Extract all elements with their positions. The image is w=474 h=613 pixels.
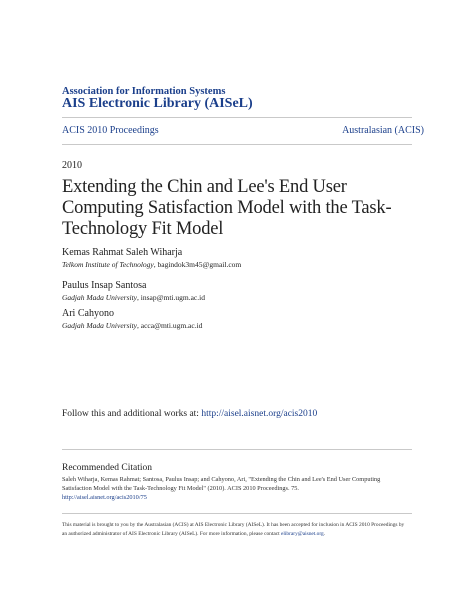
recommended-citation-heading: Recommended Citation: [62, 463, 152, 473]
citation-url-link[interactable]: http://aisel.aisnet.org/acis2010/75: [62, 493, 147, 501]
separator: ,: [137, 293, 141, 302]
paper-title: Extending the Chin and Lee's End User Computing Satisfaction Model with the Task-Technology Fit Model: [62, 177, 392, 239]
author-affiliation: [62, 260, 241, 269]
separator: ,: [153, 260, 158, 269]
divider-bottom: [62, 144, 412, 145]
author-name: Paulus Insap Santosa: [62, 280, 147, 291]
collection-link[interactable]: Australasian (ACIS): [342, 125, 424, 136]
citation-text: Saleh Wiharja, Kemas Rahmat; Santosa, Paulus Insap; and Cahyono, Ari, "Extending the Chin and Lee's End User Computing Satisfaction Model with the Task-Technology Fit Model" (2010). ACIS 2010 Proceedings. 75.: [62, 476, 381, 492]
repository-note: [62, 521, 407, 538]
author-email[interactable]: bagindok3m45@gmail.com: [157, 260, 242, 269]
author-name: Kemas Rahmat Saleh Wiharja: [62, 247, 183, 258]
author-email[interactable]: insap@mti.ugm.ac.id: [140, 293, 205, 302]
affiliation-name: Telkom Institute of Technology: [62, 260, 154, 269]
affiliation-name: Gadjah Mada University: [62, 321, 137, 330]
divider-note: [62, 513, 412, 514]
author-affiliation: [62, 293, 205, 302]
author-affiliation: [62, 321, 202, 330]
org-name-small: Association for Information Systems: [62, 86, 226, 97]
separator: ,: [137, 321, 141, 330]
recommended-citation-text: [62, 476, 407, 502]
proceedings-link[interactable]: ACIS 2010 Proceedings: [62, 125, 159, 136]
note-end: .: [323, 530, 326, 537]
note-text: This material is brought to you by the Australasian (ACIS) at AIS Electronic Library (AISeL). It has been accepted for inclusion in ACIS 2010 Proceedings by an authorized administrator of AIS Electronic Library (AISeL). For more information, please contact: [62, 522, 405, 537]
affiliation-name: Gadjah Mada University: [62, 293, 137, 302]
follow-line: [62, 409, 317, 419]
follow-text: Follow this and additional works at:: [62, 409, 202, 419]
divider-citation: [62, 449, 412, 450]
collection-url-link[interactable]: http://aisel.aisnet.org/acis2010: [201, 409, 318, 419]
divider-top: [62, 117, 412, 118]
author-name: Ari Cahyono: [62, 308, 114, 319]
contact-email-link[interactable]: elibrary@aisnet.org: [281, 530, 324, 537]
publication-year: 2010: [62, 160, 82, 171]
author-email[interactable]: acca@mti.ugm.ac.id: [140, 321, 203, 330]
library-name[interactable]: AIS Electronic Library (AISeL): [62, 96, 253, 111]
